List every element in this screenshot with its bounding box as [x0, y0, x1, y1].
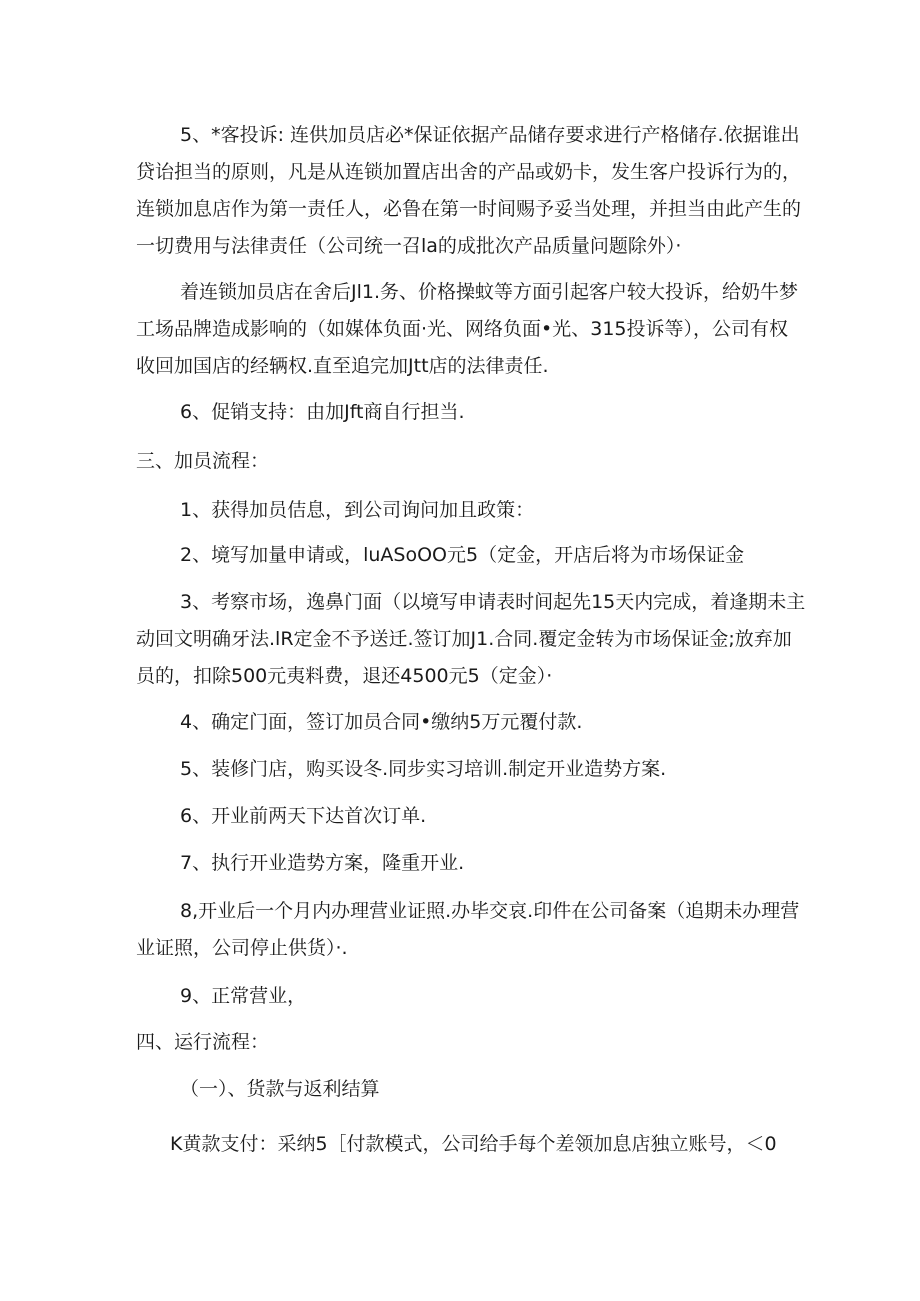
step-5 — [136, 751, 796, 788]
text-line: 连锁加息店作为第一责任人，必鲁在第一时间赐予妥当处理，并担当由此产生的 — [136, 198, 802, 220]
paragraph-customer-complaint — [136, 117, 802, 265]
section-heading-join-process — [136, 443, 796, 480]
text-line: 5、*客投诉: 连供加员店必*保证依据产品储存要求进行产格储存.依据谁出 — [180, 124, 800, 146]
text-line: 4、确定门面，签订加员合同•缴纳5万元覆付款. — [180, 711, 583, 733]
step-8 — [136, 893, 800, 967]
paragraph-promotion-support — [136, 394, 796, 431]
step-7 — [136, 845, 796, 882]
text-line: 8,开业后一个月内办理营业证照.办毕交哀.印件在公司备案（追期未办理营 — [180, 900, 800, 922]
subsection-heading-payment-settlement — [136, 1071, 796, 1108]
section-heading-operation-process — [136, 1024, 796, 1061]
step-3 — [136, 584, 806, 695]
text-line: 2、境写加量申请或，luASoOO元5（定金，开店后将为市场保证金 — [180, 544, 745, 566]
step-6 — [136, 798, 796, 835]
text-line: 贷诒担当的原则，凡是从连锁加置店出舍的产品或奶卡，发生客户投诉行为的， — [136, 161, 802, 183]
text-line: （一）、货款与返利结算 — [180, 1078, 380, 1100]
text-line: 着连锁加员店在舍后Jl1.务、价格操蚊等方面引起客户较大投诉，给奶牛梦 — [180, 281, 799, 303]
step-4 — [136, 704, 796, 741]
text-line: 6、开业前两天下达首次订单. — [180, 805, 427, 827]
text-line: K黄款支付：采纳5［付款模式，公司给手每个差领加息店独立账号，＜0 — [170, 1133, 777, 1155]
text-line: 1、获得加员佶息，到公司询问加且政策： — [180, 499, 535, 521]
text-line: 7、执行开业造势方案，隆重开业. — [180, 852, 465, 874]
text-line: 业证照，公司停止供货）·. — [136, 937, 348, 959]
text-line: 员的，扣除500元夷料费，退还4500元5（定金）· — [136, 665, 553, 687]
step-2 — [136, 537, 796, 574]
paragraph-payment — [136, 1126, 796, 1163]
text-line: 动回文明确牙法.lR定金不予送迁.签订加J1.合同.覆定金转为市场保证金;放弃加 — [136, 628, 792, 650]
text-line: 一切费用与法律责任（公司统一召la的成批次产品质量问题除外）· — [136, 235, 682, 257]
text-line: 工场品牌造成影响的（如媒体负面·光、网络负面•光、315投诉等），公司有权 — [136, 318, 789, 340]
text-line: 9、正常营业， — [180, 985, 307, 1007]
step-9 — [136, 978, 796, 1015]
text-line: 5、装修门店，购买设冬.同步实习培训.制定开业造势方案. — [180, 758, 667, 780]
step-1 — [136, 492, 796, 529]
paragraph-brand-impact — [136, 274, 799, 385]
text-line: 四、运行流程： — [136, 1031, 270, 1053]
text-line: 6、促销支持：由加Jft商自行担当. — [180, 401, 465, 423]
text-line: 三、加员流程： — [136, 450, 270, 472]
text-line: 3、考察市场，逸鼻门面（以境写申请表时间起先15天内完成，着逢期未主 — [180, 591, 806, 613]
text-line: 收回加国店的经辆权.直至追完加Jtt店的法律责任. — [136, 355, 549, 377]
